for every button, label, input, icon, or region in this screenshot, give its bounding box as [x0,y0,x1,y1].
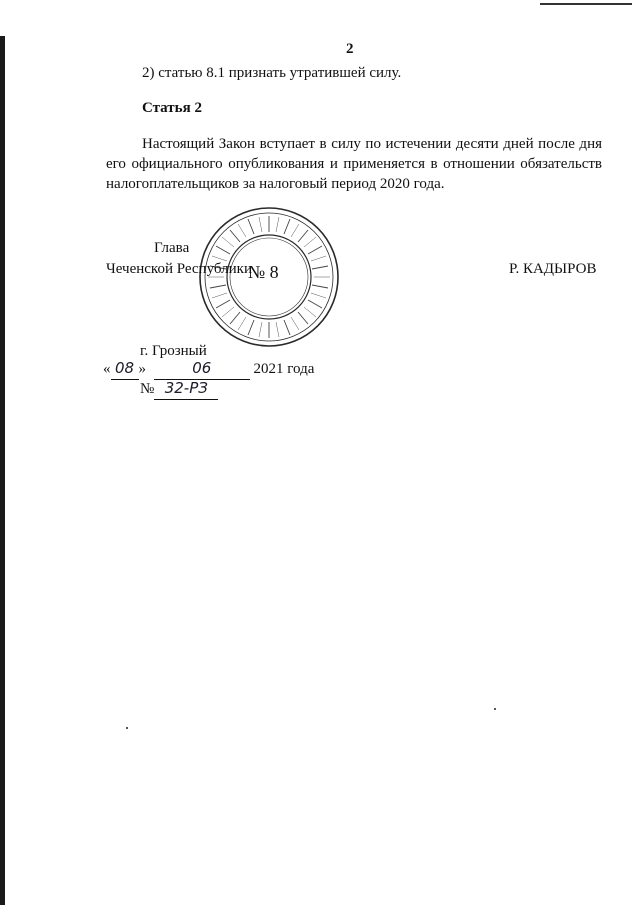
paragraph-line-1: Настоящий Закон вступает в силу по истечении десяти дней после дня [142,136,602,152]
date-day: 08 [114,359,135,377]
article-paragraph [106,134,602,194]
paragraph-line-2: его официального опубликования и применяется в отношении обязательств [106,156,602,172]
paragraph-line-3: налогоплательщиков за налоговый период 2020 года. [106,176,445,192]
top-edge-line [540,3,632,5]
signatory-name: Р. КАДЫРОВ [509,261,597,277]
signatory-title-line-1: Глава [154,240,190,256]
article-heading: Статья 2 [142,100,202,116]
date-month-field [154,358,250,380]
law-number-line [140,378,218,400]
seal-number: № 8 [248,262,279,282]
scan-edge-bar [0,36,5,905]
scan-speck [494,708,496,710]
close-quote: » [138,361,146,377]
place-of-signing: г. Грозный [140,343,207,359]
law-number-value: 32-РЗ [164,379,208,397]
date-day-field [111,358,139,380]
scan-speck [126,727,128,729]
law-number-prefix: № [140,381,155,397]
date-month: 06 [192,359,212,377]
list-item-2: 2) статью 8.1 признать утратившей силу. [142,65,402,81]
law-number-field [154,378,218,400]
open-quote: « [103,361,111,377]
signing-date [103,358,314,380]
signatory-title-line-2: Чеченской Республики [106,261,252,277]
date-year: 2021 года [253,361,315,377]
page-number: 2 [346,41,354,57]
